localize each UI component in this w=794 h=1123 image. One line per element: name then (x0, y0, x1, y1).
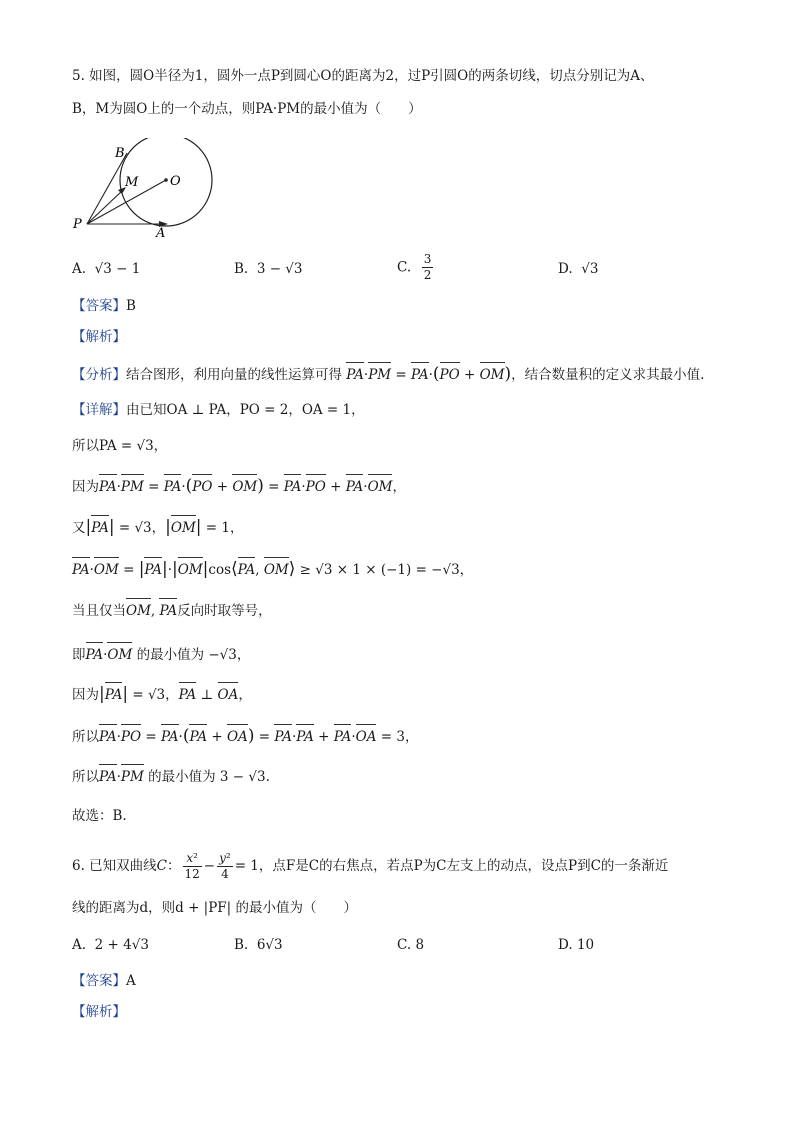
q5-option-b: B. 3 − √3 (234, 261, 303, 277)
q5-step-5: 当且仅当OM, PA反向时取等号， (72, 603, 272, 619)
q5-option-c: C. $\frac{3}{2}$ (397, 252, 432, 282)
q5-choose: 故选：B. (72, 808, 127, 824)
q5-fenxi: 【分析】结合图形，利用向量的线性运算可得 PA·PM = PA·(PO + OM)，结合数量积的定义求其最小值. (72, 364, 705, 384)
q6-stem-line1: 6. 已知双曲线C： $\frac{\text{x²}}{12}$ − $\frac{\text{y²}}{4}$ = 1，点F是C的右焦点，若点P为C左支上的动点，设点P到C的一条渐近 (72, 851, 669, 881)
q5-figure (70, 138, 230, 240)
q5-stem-line2: B，M为圆O上的一个动点，则PA·PM的最小值为（ ） (72, 101, 422, 117)
q6-option-d: D. 10 (558, 937, 595, 953)
q5-step-4: PA·OM = |PA|·|OM|cos⟨PA, OM⟩ ≥ √3 × 1 × (−1) = −√3， (72, 559, 474, 579)
q6-option-b: B. 6√3 (234, 937, 283, 953)
q5-xiangjie: 【详解】由已知OA ⊥ PA，PO = 2，OA = 1， (72, 402, 365, 418)
q5-option-a: A. √3 − 1 (72, 261, 141, 277)
q6-option-c: C. 8 (397, 937, 425, 953)
q5-step-9: 所以PA·PM 的最小值为 3 − √3. (72, 769, 270, 785)
q5-step-2: 因为PA·PM = PA·(PO + OM) = PA·PO + PA·OM， (72, 476, 406, 496)
q5-step-8: 所以PA·PO = PA·(PA + OA) = PA·PA + PA·OA = 3， (72, 726, 419, 746)
label-p: P (73, 217, 82, 232)
q5-stem-line1: 5. 如图，圆O半径为1，圆外一点P到圆心O的距离为2，过P引圆O的两条切线，切点分别记为A、 (72, 68, 654, 84)
label-m: M (125, 175, 139, 190)
q6-option-a: A. 2 + 4√3 (72, 937, 149, 953)
q5-step-7: 因为|PA| = √3，PA ⊥ OA， (72, 684, 252, 704)
q5-step-6: 即PA·OM 的最小值为 −√3， (72, 647, 251, 663)
q5-answer: 【答案】B (72, 298, 136, 314)
label-o: O (170, 174, 181, 189)
label-a: A (156, 226, 166, 240)
q5-analysis-heading: 【解析】 (72, 329, 126, 345)
q5-step-1: 所以PA = √3， (72, 438, 168, 454)
q6-stem-line2: 线的距离为d，则d + |PF| 的最小值为（ ） (72, 900, 358, 916)
q5-option-d: D. √3 (558, 261, 599, 277)
q6-analysis-heading: 【解析】 (72, 1004, 126, 1020)
q5-step-3: 又|PA| = √3，|OM| = 1， (72, 517, 244, 537)
label-b: B (115, 146, 125, 161)
q6-answer: 【答案】A (72, 973, 136, 989)
